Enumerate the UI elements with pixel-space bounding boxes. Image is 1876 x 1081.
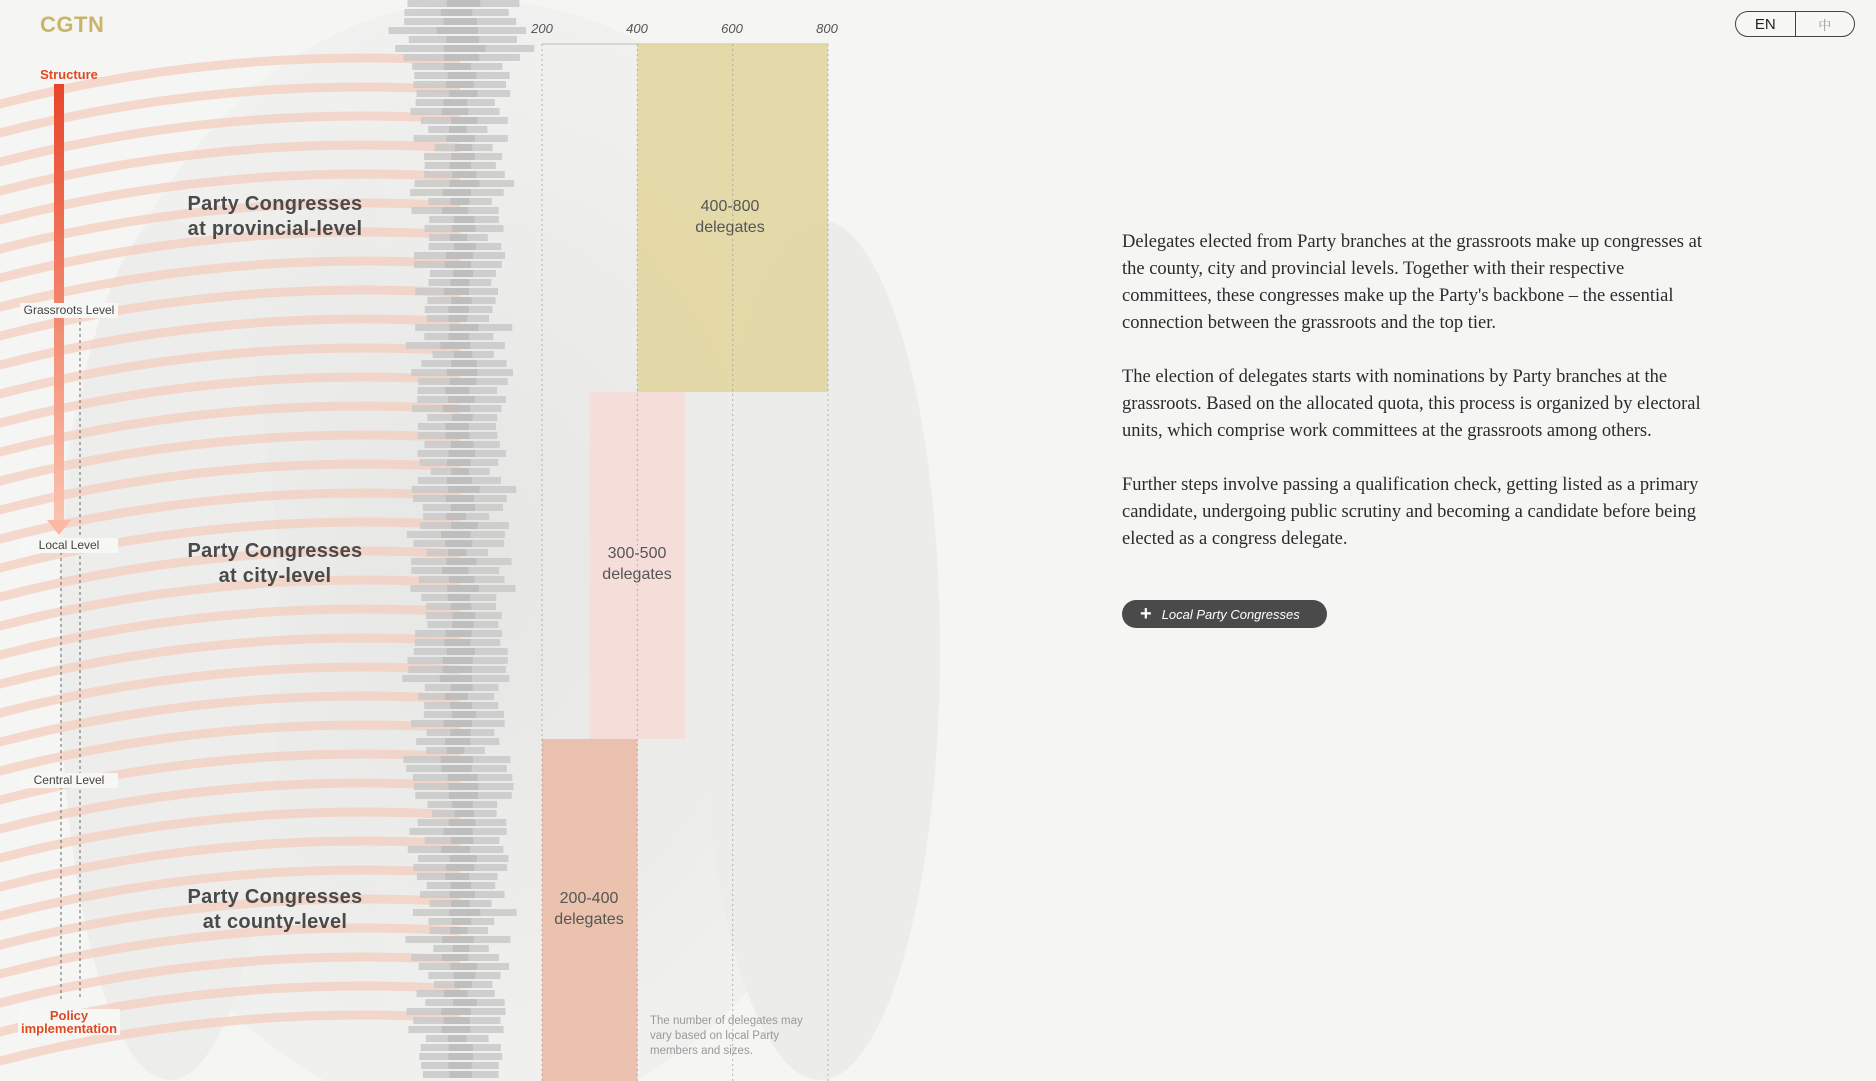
spine-block-core [448, 1053, 473, 1060]
spine-block-core [452, 414, 473, 421]
spine-block-core [450, 927, 468, 934]
cgtn-logo[interactable]: CGTN [40, 12, 105, 37]
spine-block-core [441, 846, 470, 853]
spine-block-core [445, 630, 471, 637]
spine-block-core [450, 729, 470, 736]
x-tick-200: 200 [531, 21, 553, 36]
spine-block-core [448, 306, 468, 313]
spine-block-core [445, 639, 471, 646]
spine-block-core [441, 765, 471, 772]
policy-label-line1: Policy [49, 1008, 89, 1023]
spine-block-core [447, 369, 478, 376]
spine-block-core [437, 27, 478, 34]
spine-block-core [443, 405, 470, 412]
spine-block-core [445, 261, 471, 268]
spine-block-core [447, 135, 475, 142]
spine-block-core [446, 495, 474, 502]
spine-block-core [451, 684, 473, 691]
bar-label-city: 300-500 delegates [602, 545, 672, 583]
spine-block-core [444, 288, 469, 295]
spine-block-core [454, 981, 472, 988]
spine-block-core [451, 882, 472, 889]
spine-block-core [447, 747, 465, 754]
chart-note: The number of delegates may vary based on local Party members and sizes. [650, 1015, 803, 1057]
x-tick-400: 400 [626, 21, 648, 36]
spine-block-core [445, 873, 469, 880]
spine-block-core [448, 1062, 471, 1069]
spine-block-core [448, 72, 477, 79]
spine-block-core [452, 225, 476, 232]
spine-block-core [443, 18, 477, 25]
plus-icon: + [1140, 603, 1152, 625]
level-label-central: Central Level [20, 773, 118, 788]
spine-block-core [446, 432, 470, 439]
spine-block-core [443, 828, 472, 835]
spine-block-core [442, 207, 468, 214]
spine-block-core [451, 837, 473, 844]
spine-block-core [450, 702, 472, 709]
spine-block-core [444, 63, 471, 70]
spine-block-core [444, 45, 486, 52]
spine-block-core [449, 576, 475, 583]
spine-block-core [442, 108, 469, 115]
spine-block-core [447, 648, 475, 655]
spine-block-core [446, 81, 474, 88]
level-label-local: Local Level [20, 538, 118, 553]
spine-block-core [446, 252, 473, 259]
spine-block-core [446, 864, 474, 871]
congress-label-county: Party Congresses at county-level [187, 886, 363, 933]
spine-block-core [442, 666, 471, 673]
spine-block-core [448, 1035, 467, 1042]
spine-block-core [443, 189, 471, 196]
spine-block-core [445, 540, 472, 547]
spine-block-core [451, 504, 475, 511]
structure-title: Structure [40, 67, 98, 82]
spine-block-core [448, 774, 478, 781]
spine-block-core [446, 558, 476, 565]
spine-block-core [445, 693, 468, 700]
spine-block-core [449, 450, 476, 457]
spine-block-core [451, 153, 474, 160]
article-paragraph: Delegates elected from Party branches at the grassroots make up congresses at the county, city and provincial levels. Together with their respective committees, these congresses make up the Party's backbone – the essential connection between the grassroots and the top tier. [1122, 232, 1702, 333]
spine-block-core [455, 144, 472, 151]
spine-block-core [454, 243, 476, 250]
article-text [1122, 229, 1712, 580]
spine-block-core [447, 459, 471, 466]
spine-block-core [447, 477, 472, 484]
policy-label-line2: implementation [20, 1021, 118, 1036]
spine-block-core [449, 180, 479, 187]
spine-block-core [440, 342, 470, 349]
spine-block-core [445, 423, 468, 430]
article-paragraph: Further steps involve passing a qualification check, getting listed as a primary candidate, undergoing public scrutiny and becoming a candidate before being elected as a congress delegate. [1122, 475, 1699, 549]
spine-block-core [450, 378, 477, 385]
spine-block-core [455, 810, 474, 817]
spine-block-core [444, 1017, 470, 1024]
policy-implementation-label [18, 1009, 120, 1035]
spine-block-core [449, 783, 479, 790]
local-party-congresses-label: Local Party Congresses [1161, 606, 1300, 622]
spine-block-core [448, 549, 466, 556]
spine-block-core [451, 468, 469, 475]
level-label-grassroots: Grassroots Level [20, 303, 118, 318]
spine-block-core [449, 324, 478, 331]
x-tick-800: 800 [816, 21, 838, 36]
spine-block-core [441, 531, 470, 538]
spine-block-core [454, 972, 476, 979]
x-tick-600: 600 [721, 21, 743, 36]
spine-block-core [444, 990, 467, 997]
spine-block-core [449, 909, 480, 916]
spine-block-core [444, 720, 472, 727]
congress-label-city: Party Congresses at city-level [187, 540, 363, 587]
spine-block-core [447, 0, 481, 7]
spine-block-core [444, 54, 479, 61]
spine-block-core [450, 855, 477, 862]
spine-block-core [451, 360, 477, 367]
spine-block-core [450, 234, 468, 241]
spine-block-core [452, 171, 476, 178]
spine-block-core [452, 621, 473, 628]
spine-block-core [449, 126, 467, 133]
spine-block-core [440, 675, 472, 682]
article-paragraph: The election of delegates starts with nominations by Party branches at the grassroots. Based on the allocated quota, this process is organized by electoral units, which comprise work committees at the grassroots among others. [1122, 367, 1701, 441]
spine-block-core [451, 441, 474, 448]
spine-block-core [448, 333, 469, 340]
spine-block-core [451, 522, 478, 529]
spine-block-core [443, 657, 473, 664]
spine-block-core [449, 90, 477, 97]
lang-en-button[interactable]: EN [1736, 12, 1796, 36]
spine-block-core [445, 738, 470, 745]
spine-block-core [453, 945, 470, 952]
congress-label-provincial: Party Congresses at provincial-level [187, 193, 363, 240]
spine-block-core [450, 279, 469, 286]
spine-block-core [443, 99, 467, 106]
spine-block-core [442, 936, 473, 943]
spine-block-core [447, 585, 479, 592]
spine-block-core [449, 819, 476, 826]
spine-block-core [446, 513, 466, 520]
spine-block-core [450, 162, 471, 169]
spine-block-core [452, 918, 472, 925]
spine-block-core [449, 1044, 473, 1051]
local-party-congresses-button[interactable] [1122, 600, 1327, 628]
language-switch[interactable] [1735, 11, 1855, 37]
spine-block-core [452, 711, 476, 718]
spine-block-core [454, 216, 475, 223]
spine-block-core [451, 297, 471, 304]
spine-block-core [448, 594, 471, 601]
spine-block-core [448, 396, 475, 403]
spine-block-core [449, 315, 468, 322]
spine-block-core [449, 1071, 472, 1078]
spine-block-core [451, 198, 470, 205]
spine-block-core [453, 612, 476, 619]
spine-block-core [454, 351, 472, 358]
spine-block-core [442, 1026, 471, 1033]
spine-block-core [442, 567, 468, 574]
spine-block-core [448, 486, 479, 493]
spine-block-core [451, 117, 477, 124]
spine-block-core [451, 603, 472, 610]
spine-block-core [453, 999, 477, 1006]
spine-block-core [447, 36, 479, 43]
spine-block-core [451, 900, 470, 907]
spine-block-core [452, 801, 473, 808]
spine-block-core [442, 954, 468, 961]
lang-zh-button[interactable]: 中 [1818, 17, 1832, 33]
bar-label-county: 200-400 delegates [554, 890, 624, 928]
spine-block-core [445, 387, 469, 394]
spine-block-core [441, 756, 473, 763]
spine-block-core [441, 1008, 471, 1015]
spine-block-core [450, 963, 477, 970]
spine-block-core [453, 270, 473, 277]
bar-label-provincial: 400-800 delegates [695, 198, 765, 236]
spine-block-core [450, 891, 475, 898]
spine-block-core [449, 792, 478, 799]
spine-block-core [441, 9, 472, 16]
